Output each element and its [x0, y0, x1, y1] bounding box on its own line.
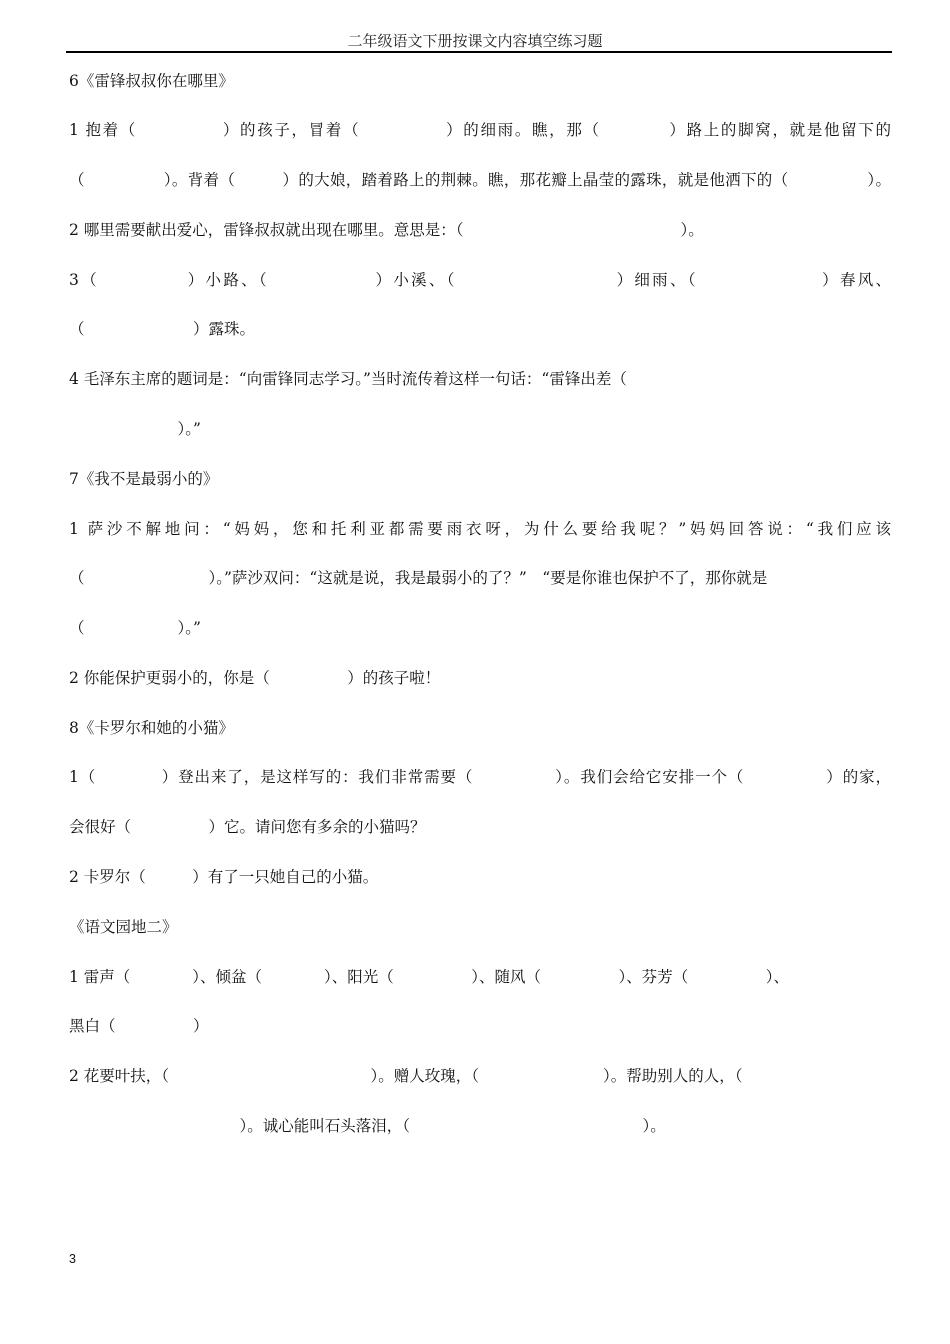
garden-question-2-line-2: ）。诚心能叫石头落泪，（ ）。: [69, 1117, 666, 1135]
lesson-6-question-2: 2 哪里需要献出爱心，雷锋叔叔就出现在哪里。意思是：（ ）。: [69, 221, 704, 239]
garden-question-2-line-1: 2 花要叶扶，（ ）。赠人玫瑰，（ ）。帮助别人的人，（: [69, 1067, 743, 1085]
header-rule: [66, 51, 892, 53]
lesson-6-question-3-line-2: （ ）露珠。: [69, 320, 256, 338]
lesson-6-title: 6《雷锋叔叔你在哪里》: [69, 72, 234, 90]
lesson-7-question-1-line-2: （ ）。”萨沙双问：“这就是说，我是最弱小的了？” “要是你谁也保护不了，那你就是: [69, 569, 768, 587]
garden-question-1-line-2: 黑白（ ）: [69, 1017, 209, 1035]
page-number: 3: [69, 1252, 76, 1266]
lesson-6-question-3-line-1: 3（ ）小路、（ ）小溪、（ ）细雨、（ ）春风、: [69, 271, 891, 289]
lesson-7-question-2: 2 你能保护更弱小的，你是（ ）的孩子啦！: [69, 669, 441, 687]
garden-title: 《语文园地二》: [69, 918, 178, 936]
lesson-7-title: 7《我不是最弱小的》: [69, 470, 219, 488]
lesson-6-question-1-line-2: （ ）。背着（ ）的大娘，踏着路上的荆棘。瞧，那花瓣上晶莹的露珠，就是他洒下的（ ）。: [69, 171, 891, 189]
lesson-8-question-1-line-2: 会很好（ ）它。请问您有多余的小猫吗？: [69, 818, 426, 836]
lesson-6-question-1-line-1: 1 抱着（ ）的孩子，冒着（ ）的细雨。瞧，那（ ）路上的脚窝，就是他留下的: [69, 121, 891, 139]
page-header: 二年级语文下册按课文内容填空练习题: [347, 32, 603, 50]
lesson-7-question-1-line-3: （ ）。”: [69, 619, 201, 637]
garden-question-1-line-1: 1 雷声（ ）、倾盆（ ）、阳光（ ）、随风（ ）、芬芳（ ）、: [69, 968, 790, 986]
lesson-7-question-1-line-1: 1 萨沙不解地问：“妈妈，您和托利亚都需要雨衣呀，为什么要给我呢？”妈妈回答说：“我们应该: [69, 520, 891, 538]
lesson-8-title: 8《卡罗尔和她的小猫》: [69, 719, 234, 737]
lesson-8-question-1-line-1: 1（ ）登出来了，是这样写的：我们非常需要（ ）。我们会给它安排一个（ ）的家，: [69, 768, 891, 786]
lesson-8-question-2: 2 卡罗尔（ ）有了一只她自己的小猫。: [69, 868, 379, 886]
lesson-6-question-4-line-2: ）。”: [69, 420, 201, 438]
lesson-6-question-4-line-1: 4 毛泽东主席的题词是：“向雷锋同志学习。”当时流传着这样一句话：“雷锋出差（: [69, 370, 627, 388]
